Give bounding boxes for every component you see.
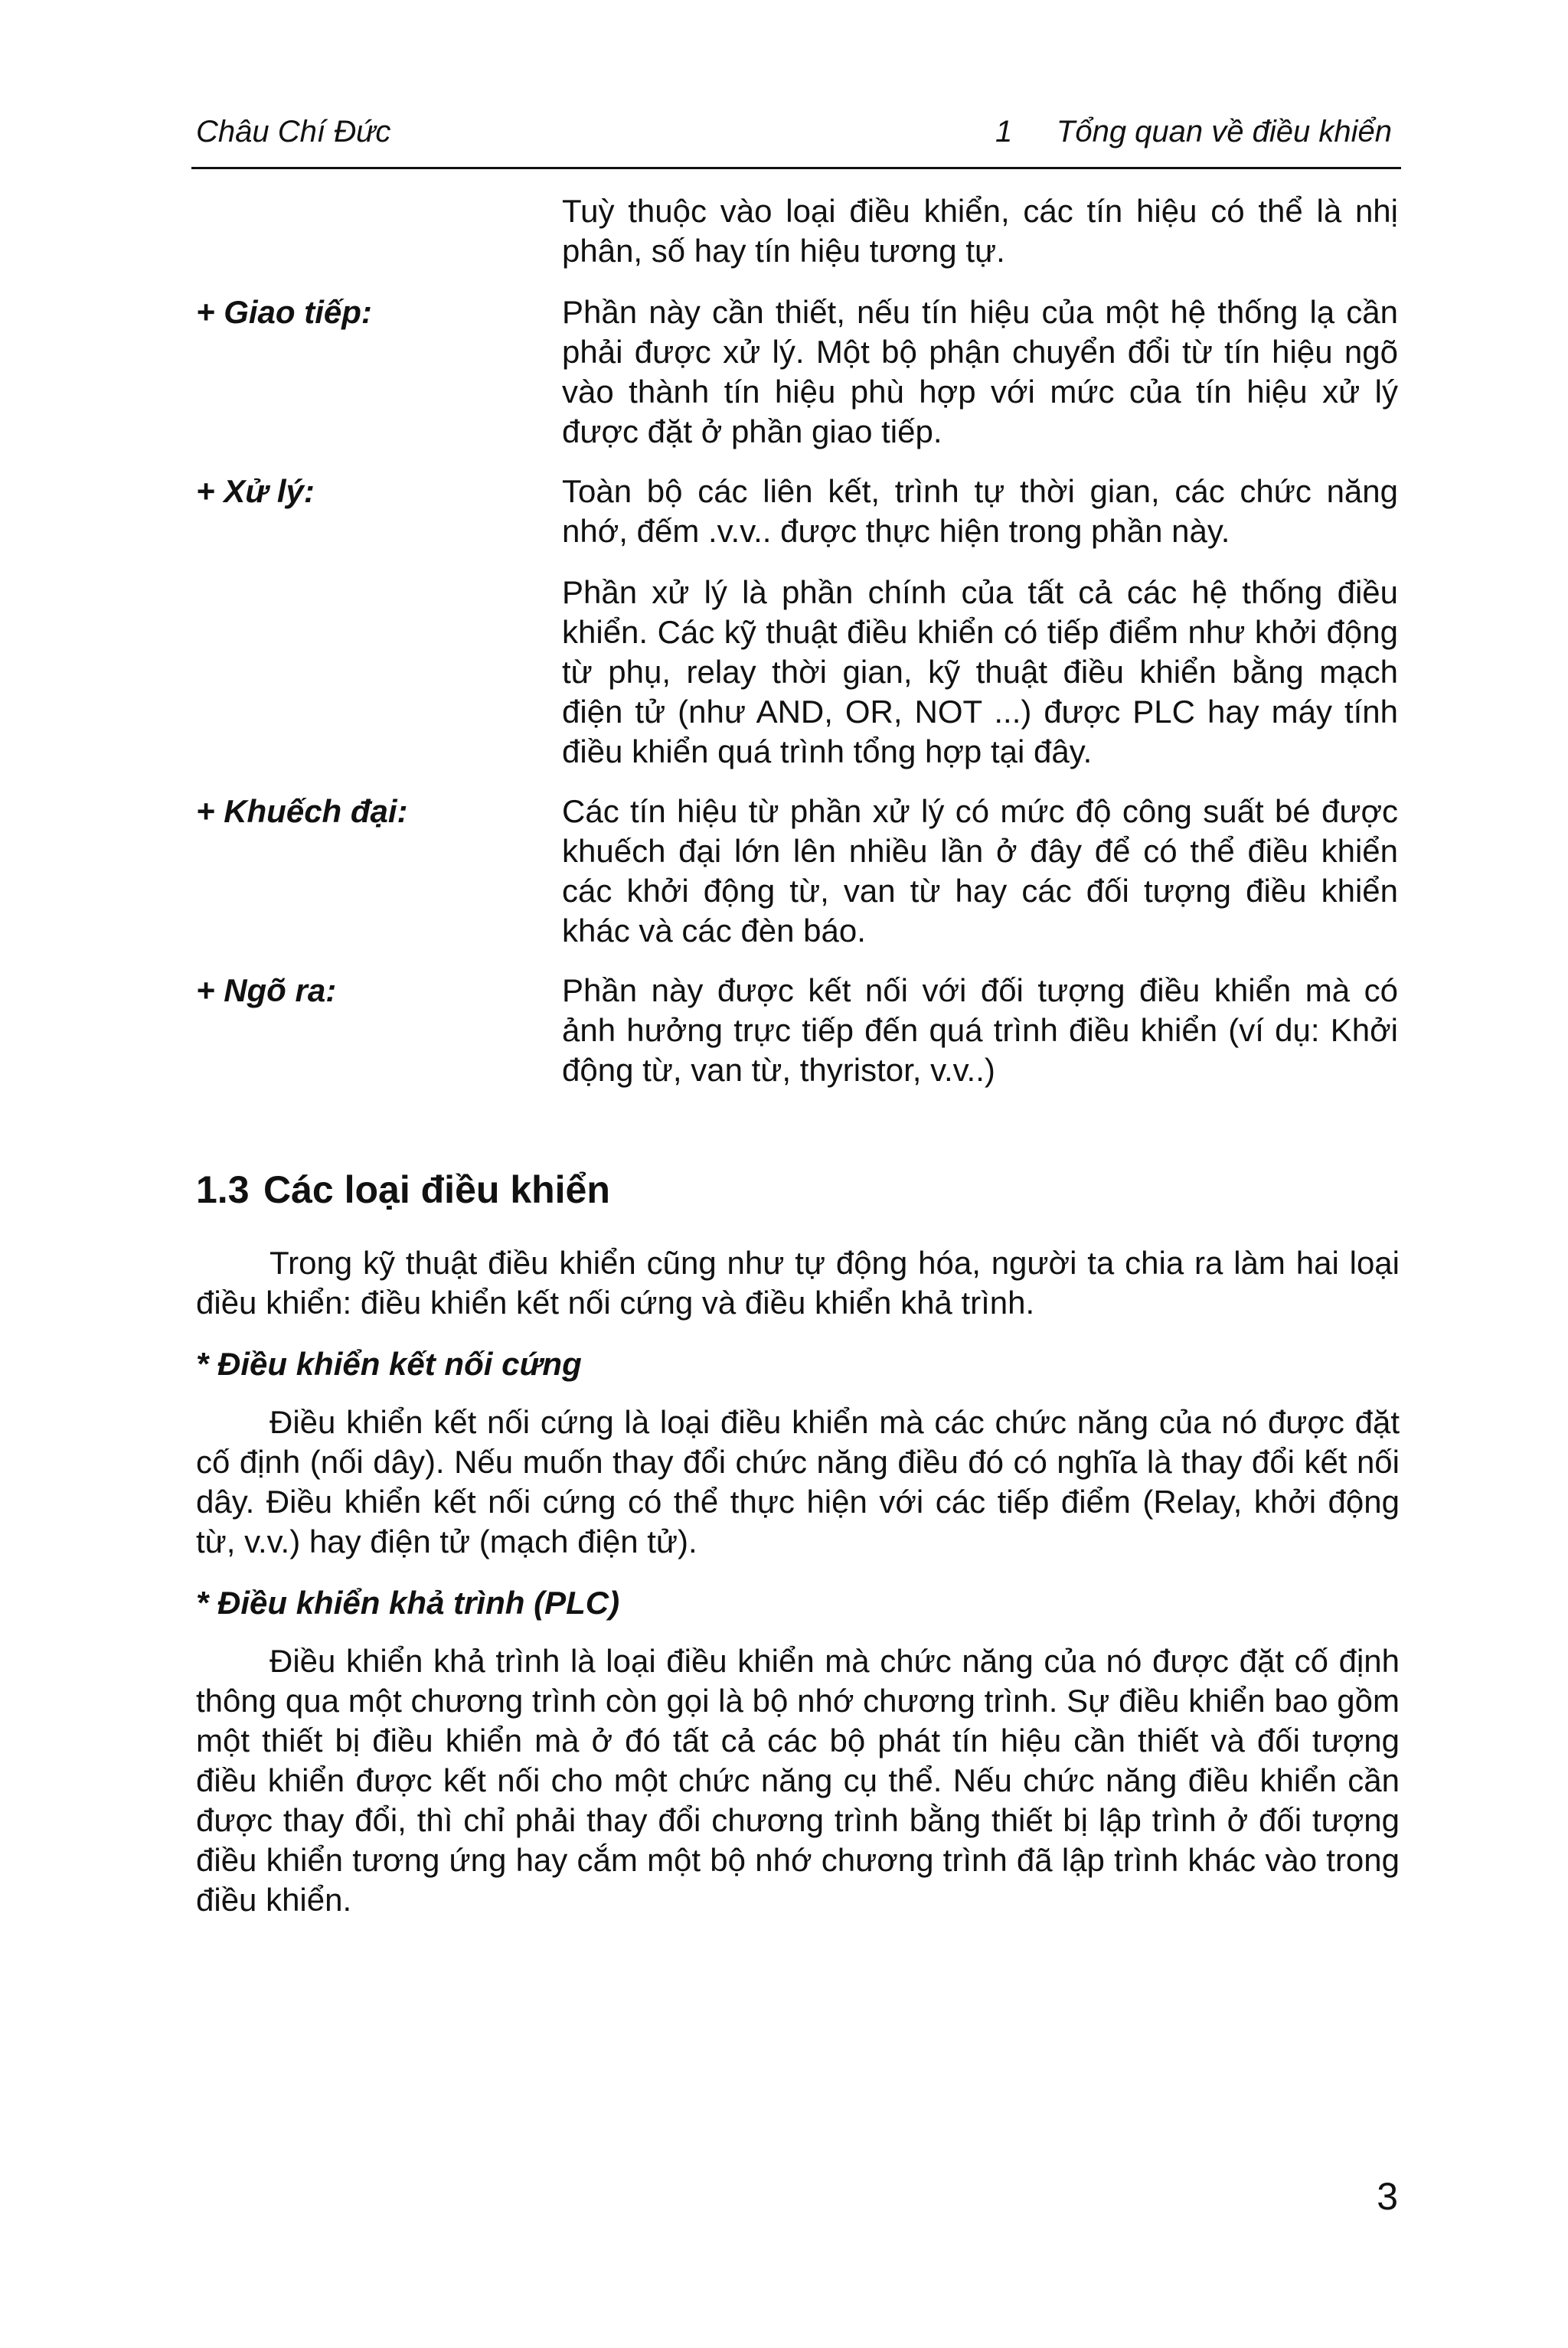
section-intro: Trong kỹ thuật điều khiển cũng như tự động hóa, người ta chia ra làm hai loại điều khiển: điều khiển kết nối cứng và điều khiển khả trình. [196,1245,1400,1321]
header-chapter-title: Tổng quan về điều khiển [1056,115,1392,149]
running-header [193,115,1403,168]
subsection-text-hardwired: Điều khiển kết nối cứng là loại điều khiển mà các chức năng của nó được đặt cố định (nối dây). Nếu muốn thay đổi chức năng điều đó có nghĩa là thay đổi kết nối dây. Điều khiển kết nối cứng có thể thực hiện với các tiếp điểm (Relay, khởi động từ, v.v.) hay điện tử (mạch điện tử). [196,1404,1400,1559]
header-author: Châu Chí Đức [196,115,391,149]
header-chapter-number: 1 [995,115,1013,149]
definition-label-ngo-ra: + Ngõ ra: [196,972,337,1008]
definition-text: Tuỳ thuộc vào loại điều khiển, các tín hiệu có thể là nhị phân, số hay tín hiệu tương tự. [562,193,1398,269]
definition-text-giao-tiep: Phần này cần thiết, nếu tín hiệu của một hệ thống lạ cần phải được xử lý. Một bộ phận chuyển đổi từ tín hiệu ngõ vào thành tín hiệu phù hợp với mức của tín hiệu xử lý được đặt ở phần giao tiếp. [562,294,1398,449]
definition-text-xu-ly-2: Phần xử lý là phần chính của tất cả các hệ thống điều khiển. Các kỹ thuật điều khiển có tiếp điểm như khởi động từ phụ, relay thời gian, kỹ thuật điều khiển bằng mạch điện tử (như AND, OR, NOT ...) được PLC hay máy tính điều khiển quá trình tổng hợp tại đây. [562,574,1398,769]
definition-label-giao-tiep: + Giao tiếp: [196,294,372,330]
subsection-heading-plc: * Điều khiển khả trình (PLC) [196,1585,620,1621]
subsection-text-plc: Điều khiển khả trình là loại điều khiển mà chức năng của nó được đặt cố định thông qua một chương trình còn gọi là bộ nhớ chương trình. Sự điều khiển bao gồm một thiết bị điều khiển mà ở đó tất cả các bộ phát tín hiệu cần thiết và đối tượng điều khiển được kết nối cho một chức năng cụ thể. Nếu chức năng điều khiển cần được thay đổi, thì chỉ phải thay đổi chương trình bằng thiết bị lập trình ở đối tượng điều khiển tương ứng hay cắm một bộ nhớ chương trình đã lập trình khác vào trong điều khiển. [196,1643,1400,1918]
definition-label-khuech-dai: + Khuếch đại: [196,793,408,829]
section-number: 1.3 [196,1168,250,1211]
subsection-heading-hardwired: * Điều khiển kết nối cứng [196,1346,582,1382]
section-title: Các loại điều khiển [263,1168,610,1211]
page-number: 3 [1377,2175,1398,2218]
definition-text-xu-ly: Toàn bộ các liên kết, trình tự thời gian, các chức năng nhớ, đếm .v.v.. được thực hiện trong phần này. [562,473,1398,549]
header-divider [191,167,1401,169]
definition-label-xu-ly: + Xử lý: [196,473,315,509]
definition-text-khuech-dai: Các tín hiệu từ phần xử lý có mức độ công suất bé được khuếch đại lớn lên nhiều lần ở đây để có thể điều khiển các khởi động từ, van từ hay các đối tượng điều khiển khác và các đèn báo. [562,793,1398,949]
section-heading [196,1170,610,1210]
definition-text-ngo-ra: Phần này được kết nối với đối tượng điều khiển mà có ảnh hưởng trực tiếp đến quá trình điều khiển (ví dụ: Khởi động từ, van từ, thyristor, v.v..) [562,972,1398,1088]
